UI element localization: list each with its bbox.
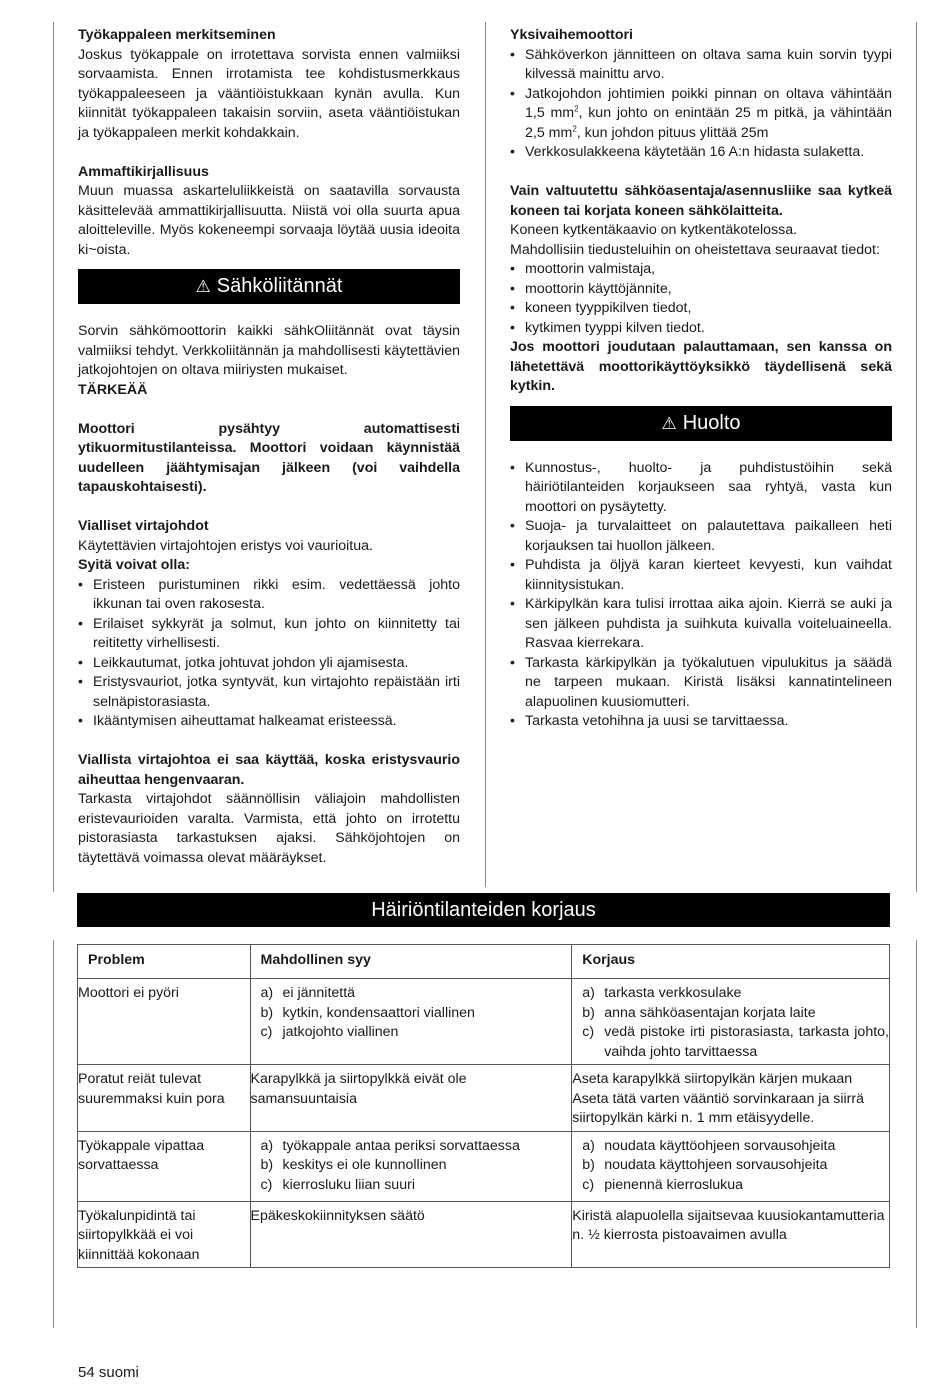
fix-cell: Aseta karapylkkä siirtopylkän kärjen mukaan Aseta tätä varten vääntiö sorvinkaraan ja siirrä siirtopylkän kärki n. 1 mm etäisyydelle. bbox=[572, 1065, 890, 1132]
list-item: a) tarkasta verkkosulake bbox=[572, 984, 889, 1004]
column-header: Korjaus bbox=[572, 945, 890, 979]
cause-cell: Epäkeskokiinnityksen säätö bbox=[250, 1201, 572, 1268]
section-bar-title: Huolto bbox=[682, 411, 741, 434]
section-bar-electrical bbox=[78, 269, 460, 304]
bullet-list bbox=[510, 46, 892, 163]
list-item: • Puhdista ja öljyä karan kierteet kevyesti, kun vaihdat kiinnitysistukan. bbox=[510, 556, 892, 595]
paragraph: Tarkasta virtajohdot säännöllisin väliajoin mahdollisten eristevaurioiden varalta. Varmista, että johto on irrotettu pistorasiasta tarkastuksen ajaksi. Sähköjohtojen on täytettävä voimassa olevat määräykset. bbox=[78, 791, 460, 866]
list-item: • Sähköverkon jännitteen on oltava sama kuin sorvin tyypi kilvessä mainittu arvo. bbox=[510, 46, 892, 85]
fix-cell bbox=[572, 1131, 890, 1201]
left-margin-rule-lower bbox=[53, 940, 54, 1328]
paragraph: Joskus työkappale on irrotettava sorvista ennen valmiiksi sorvaamista. Ennen irrotamista tee kohdistusmerkkaus työkappaleeseen ja vääntiöistukkaan kynän avulla. Kun kiinnität työkappaleen takaisin sorviin, aseta vääntiöistukan ja työkappaleen merkit kohdakkain. bbox=[78, 46, 460, 141]
important-label: TÄRKEÄÄ bbox=[78, 381, 148, 398]
left-margin-rule bbox=[53, 22, 54, 892]
section-bar-title: Sähköliitännät bbox=[216, 275, 343, 297]
paragraph: Koneen kytkentäkaavio on kytkentäkotelossa. bbox=[510, 222, 798, 238]
left-column bbox=[78, 26, 460, 868]
paragraph: Käytettävien virtajohtojen eristys voi vaurioitua. bbox=[78, 537, 373, 554]
warning-triangle-icon: ⚠ bbox=[661, 413, 677, 433]
cause-cell bbox=[250, 1131, 572, 1201]
bold-notice: Vain valtuutettu sähköasentaja/asennusliike saa kytkeä koneen tai korjata koneen sähkölaitteita. bbox=[510, 183, 892, 219]
list-item: b) noudata käyttohjeen sorvausohjeita bbox=[572, 1156, 889, 1176]
warning-triangle-icon: ⚠ bbox=[195, 277, 211, 296]
troubleshooting-title: Häiriöntilanteiden korjaus bbox=[77, 893, 890, 927]
list-item: • moottorin käyttöjännite, bbox=[510, 280, 892, 300]
list-item: • Jatkojohdon johtimien poikki pinnan on oltava vähintään 1,5 $mm^2$, kun johto on enintään 25 m pitkä, ja vähintään 2,5 $mm^2$, kun johdon pituus ylittää 25m bbox=[510, 85, 892, 144]
problem-cell: Työkappale vipattaa sorvattaessa bbox=[78, 1131, 251, 1201]
list-item: b) anna sähköasentajan korjata laite bbox=[572, 1004, 889, 1024]
list-item: • Leikkautumat, jotka johtuvat johdon yli ajamisesta. bbox=[78, 654, 460, 674]
table-row bbox=[78, 1131, 890, 1201]
right-margin-rule-lower bbox=[916, 940, 917, 1328]
list-item: • koneen tyyppikilven tiedot, bbox=[510, 299, 892, 319]
list-item: • Verkkosulakkeena käytetään 16 A:n hidasta sulaketta. bbox=[510, 143, 892, 163]
list-item: • Suoja- ja turvalaitteet on palautettava paikalleen heti korjauksen tai huollon jälkeen. bbox=[510, 517, 892, 556]
list-item: • Tarkasta vetohihna ja uusi se tarvittaessa. bbox=[510, 712, 892, 732]
list-item: • kytkimen tyyppi kilven tiedot. bbox=[510, 319, 892, 339]
right-margin-rule bbox=[916, 22, 917, 892]
list-item: • Kunnostus-, huolto- ja puhdistustöihin sekä häiriötilanteiden korjaukseen saa ryhtyä, vasta kun moottori on pysäytetty. bbox=[510, 459, 892, 518]
problem-cell: Työkalunpidintä tai siirtopylkkää ei voi kiinnittää kokonaan bbox=[78, 1201, 251, 1268]
bullet-list bbox=[78, 576, 460, 732]
bold-notice: Viallista virtajohtoa ei saa käyttää, koska eristysvaurio aiheuttaa hengenvaaran. bbox=[78, 752, 460, 788]
list-item: b) keskitys ei ole kunnollinen bbox=[251, 1156, 572, 1176]
list-item: c) kierrosluku liian suuri bbox=[251, 1176, 572, 1196]
list-item: • moottorin valmistaja, bbox=[510, 260, 892, 280]
page-footer: 54 suomi bbox=[78, 1364, 139, 1381]
section-heading: Yksivaihemoottori bbox=[510, 27, 633, 43]
list-item: • Eristeen puristuminen rikki esim. vedettäessä johto ikkunan tai oven rakosesta. bbox=[78, 576, 460, 615]
list-item: • Tarkasta kärkipylkän ja työkalutuen vipulukitus ja säädä ne tarpeen mukaan. Kiristä lisäksi kannatintelineen alapuolinen kuusiomutteri. bbox=[510, 654, 892, 713]
troubleshooting-table bbox=[77, 944, 890, 1268]
list-item: • Eristysvauriot, jotka syntyvät, kun virtajohto repäistään irti selnäpistorasiasta. bbox=[78, 673, 460, 712]
column-header: Problem bbox=[78, 945, 251, 979]
section-heading: Vialliset virtajohdot bbox=[78, 518, 209, 534]
right-column bbox=[510, 26, 892, 732]
table-row bbox=[78, 1065, 890, 1132]
list-item: c) pienennä kierroslukua bbox=[572, 1176, 889, 1196]
column-header: Mahdollinen syy bbox=[250, 945, 572, 979]
list-item: c) jatkojohto viallinen bbox=[251, 1023, 572, 1043]
table-row bbox=[78, 1201, 890, 1268]
problem-cell: Poratut reiät tulevat suuremmaksi kuin pora bbox=[78, 1065, 251, 1132]
paragraph: Sorvin sähkömoottorin kaikki sähkOliitännät ovat täysin valmiiksi tehdyt. Verkkoliitännän ja mahdollisesti käytettävien jatkojohtojen on oltava miiriysten mukaiset. bbox=[78, 323, 460, 378]
section-bar-maintenance bbox=[510, 406, 892, 441]
list-item: b) kytkin, kondensaattori viallinen bbox=[251, 1004, 572, 1024]
list-item: • Kärkipylkän kara tulisi irrottaa aika ajoin. Kierrä se auki ja sen jälkeen puhdista ja suihkuta kuivalla voiteluaineella. Rasvaa kierrekara. bbox=[510, 595, 892, 654]
paragraph: Muun muassa askarteluliikkeistä on saatavilla sorvausta käsittelevää ammattikirjallisuutta. Niistä voi olla suurta apua aloitteleville. Myös kokeneempi sorvaaja löytää uusia ideoita ki~oista. bbox=[78, 183, 460, 258]
column-divider bbox=[485, 22, 486, 887]
section-heading: Työkappaleen merkitseminen bbox=[78, 27, 276, 43]
fix-cell bbox=[572, 979, 890, 1065]
table-header-row bbox=[78, 945, 890, 979]
cause-cell: Karapylkkä ja siirtopylkkä eivät ole samansuuntaisia bbox=[250, 1065, 572, 1132]
list-item: a) noudata käyttöohjeen sorvausohjeita bbox=[572, 1137, 889, 1157]
subheading: Syitä voivat olla: bbox=[78, 557, 190, 573]
bold-notice: Jos moottori joudutaan palauttamaan, sen kanssa on lähetettävä moottorikäyttöyksikkö täydellisenä sekä kytkin. bbox=[510, 339, 892, 394]
table-row bbox=[78, 979, 890, 1065]
list-item: a) työkappale antaa periksi sorvattaessa bbox=[251, 1137, 572, 1157]
list-item: • Erilaiset sykkyrät ja solmut, kun johto on kiinnitetty tai reititetty virhellisesti. bbox=[78, 615, 460, 654]
bullet-list bbox=[510, 459, 892, 732]
section-heading: Ammaftikirjallisuus bbox=[78, 163, 209, 180]
list-item: c) vedä pistoke irti pistorasiasta, tarkasta johto, vaihda johto tarvittaessa bbox=[572, 1023, 889, 1062]
bullet-list bbox=[510, 260, 892, 338]
fix-cell: Kiristä alapuolella sijaitsevaa kuusiokantamutteria n. ½ kierrosta pistoavaimen avulla bbox=[572, 1201, 890, 1268]
paragraph: Mahdollisiin tiedusteluihin on oheistettava seuraavat tiedot: bbox=[510, 241, 880, 258]
problem-cell: Moottori ei pyöri bbox=[78, 979, 251, 1065]
list-item: • Ikääntymisen aiheuttamat halkeamat eristeessä. bbox=[78, 712, 460, 732]
cause-cell bbox=[250, 979, 572, 1065]
list-item: a) ei jännitettä bbox=[251, 984, 572, 1004]
bold-notice: Moottori pysähtyy automattisesti ytikuormitustilanteissa. Moottori voidaan käynnistää uudelleen jäähtymisajan jälkeen (voi vaihdella tapauskohtaisesti). bbox=[78, 420, 460, 495]
